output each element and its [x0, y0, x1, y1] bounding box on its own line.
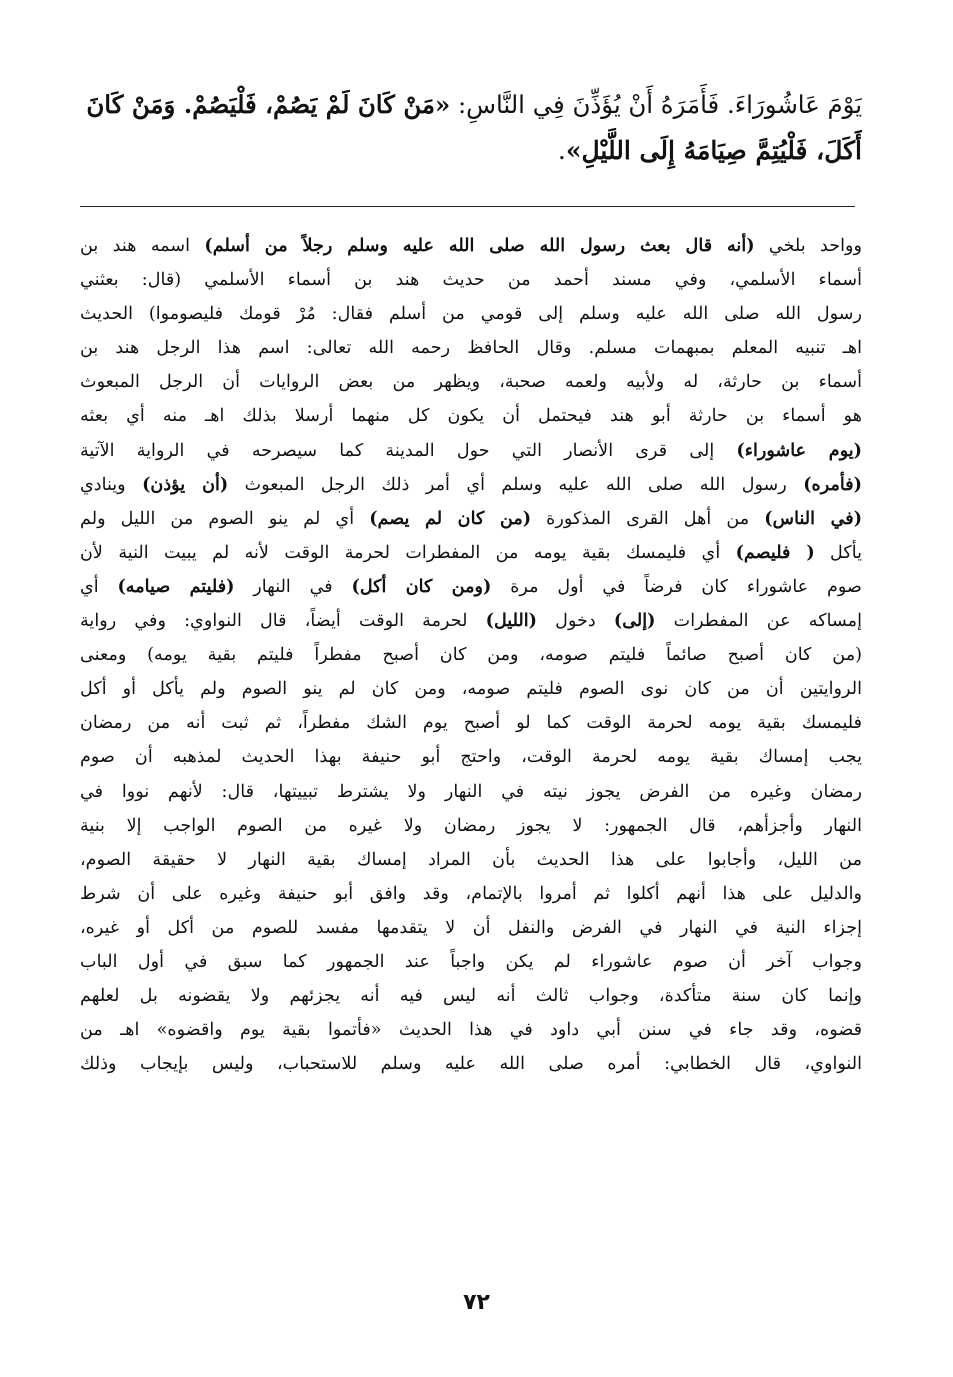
page-number: ٧٢: [463, 1290, 490, 1315]
commentary-segment: اسمه هند بن: [80, 236, 205, 256]
hadith-line-2: [80, 128, 862, 174]
commentary-segment: من أهل القرى المذكورة: [531, 508, 765, 529]
footnote-divider: [80, 206, 855, 207]
quoted-phrase: (في الناس): [764, 507, 862, 529]
commentary-line: [80, 604, 862, 638]
commentary-line: [80, 434, 862, 468]
commentary-segment: إلى قرى الأنصار التي حول المدينة كما سيصرحه في الرواية الآتية: [80, 440, 737, 461]
quoted-phrase: (يوم عاشوراء): [736, 439, 862, 461]
commentary-segment: اهـ تنبيه المعلم بمبهمات مسلم. وقال الحافظ رحمه الله تعالى: اسم هذا الرجل هند بن: [80, 338, 862, 359]
quoted-phrase: (من كان لم يصم): [369, 507, 532, 529]
commentary-segment: هو أسماء بن حارثة أبو هند فيحتمل أن يكون كل منهما أرسلا بذلك اهـ منه أي بعثه: [80, 406, 862, 427]
commentary-line: [80, 331, 862, 365]
commentary-segment: أسماء الأسلمي، وفي مسند أحمد من حديث هند بن أسماء الأسلمي (قال: بعثني: [80, 270, 862, 291]
commentary-segment: يجب إمساك بقية يومه لحرمة الوقت، واحتج أبو حنيفة بهذا الحديث لمذهبه أن صوم: [80, 747, 862, 768]
hadith-line-1: [80, 82, 862, 128]
commentary-line: [80, 979, 862, 1013]
commentary-line: [80, 1013, 862, 1047]
quoted-phrase: (أن يؤذن): [142, 473, 229, 495]
commentary-line: [80, 945, 862, 979]
commentary-segment: قضوه، وقد جاء في سنن أبي داود في هذا الحديث «فأتموا بقية يوم واقضوه» اهـ من: [80, 1020, 862, 1041]
quoted-phrase: (أنه قال بعث رسول الله صلى الله عليه وسلم رجلاً من أسلم): [204, 235, 755, 256]
quoted-phrase: (ومن كان أكل): [351, 575, 492, 597]
commentary-segment: أي لم ينو الصوم من الليل ولم: [80, 508, 370, 529]
commentary-text: [80, 229, 862, 1081]
commentary-line: [80, 570, 862, 604]
commentary-segment: النهار وأجزأهم، قال الجمهور: لا يجوز رمضان ولا غيره من الصوم الواجب إلا بنية: [80, 815, 862, 836]
hadith-text: [80, 82, 862, 174]
commentary-segment: وجواب آخر أن صوم عاشوراء لم يكن واجباً عند الجمهور كما سبق في أول الباب: [80, 951, 862, 972]
quoted-phrase: (فليتم صيامه): [117, 575, 235, 597]
commentary-line: [80, 365, 862, 399]
commentary-line: [80, 536, 862, 570]
commentary-segment: لحرمة الوقت أيضاً، قال النواوي: وفي رواية: [80, 611, 486, 632]
commentary-segment: إمساكه عن المفطرات: [655, 611, 862, 632]
hadith-quote-end: أَكَلَ، فَلْيُتِمَّ صِيَامَهُ إِلَى اللَّيْلِ»: [565, 136, 862, 165]
commentary-segment: رسول الله صلى الله عليه وسلم إلى قومي من أسلم فقال: مُرْ قومك فليصوموا) الحديث: [80, 304, 862, 325]
hadith-quote: «مَنْ كَانَ لَمْ يَصُمْ، فَلْيَصُمْ. وَمَنْ كَانَ: [86, 90, 451, 119]
hadith-narration: يَوْمَ عَاشُورَاءَ. فَأَمَرَهُ أَنْ يُؤَذِّنَ فِي النَّاسِ:: [450, 90, 862, 119]
commentary-segment: أي فليمسك بقية يومه من المفطرات لحرمة الوقت لأنه لم يبيت النية لأن: [80, 542, 736, 563]
commentary-segment: في النهار: [234, 576, 352, 597]
commentary-segment: يأكل: [814, 542, 862, 563]
commentary-segment: والدليل على هذا أنهم أكلوا ثم أمروا بالإتمام، وقد وافق أبو حنيفة وغيره على أن شرط: [80, 883, 862, 904]
commentary-segment: فليمسك بقية يومه لحرمة الوقت كما لو أصبح يوم الشك مفطراً، ثم ثبت أنه من رمضان: [80, 713, 862, 734]
quoted-phrase: ( فليصم): [735, 541, 815, 563]
commentary-segment: رمضان وغيره من الفرض يجوز نيته في النهار ولا يشترط تبييتها، قال: لأنهم نووا في: [80, 781, 862, 802]
commentary-line: [80, 468, 862, 502]
commentary-segment: وواحد بلخي: [754, 236, 862, 256]
commentary-segment: وينادي: [80, 474, 143, 495]
commentary-segment: صوم عاشوراء كان فرضاً في أول مرة: [491, 576, 862, 597]
commentary-line: [80, 911, 862, 945]
commentary-segment: وإنما كان سنة متأكدة، وجواب ثالث أنه ليس فيه أنه يجزئهم ولا يقضونه بل لعلهم: [80, 986, 862, 1007]
quoted-phrase: (إلى): [613, 610, 656, 632]
commentary-line: [80, 263, 862, 297]
commentary-segment: إجزاء النية في النهار في الفرض والنفل أن لا يتقدمها مفسد للصوم من أكل أو غيره،: [80, 917, 862, 938]
commentary-line: [80, 229, 862, 263]
commentary-line: [80, 297, 862, 331]
commentary-segment: النواوي، قال الخطابي: أمره صلى الله عليه وسلم للاستحباب، وليس بإيجاب وذلك: [80, 1054, 862, 1075]
commentary-line: [80, 502, 862, 536]
quoted-phrase: (الليل): [485, 610, 537, 632]
commentary-line: [80, 740, 862, 774]
commentary-line: [80, 809, 862, 843]
commentary-segment: من الليل، وأجابوا على هذا الحديث بأن المراد إمساك بقية النهار لا حقيقة الصوم،: [80, 849, 862, 870]
commentary-segment: أسماء بن حارثة، له ولأبيه ولعمه صحبة، ويظهر من بعض الروايات أن الرجل المبعوث: [80, 372, 862, 393]
commentary-line: [80, 706, 862, 740]
hadith-full-stop: .: [557, 136, 566, 165]
commentary-line: [80, 1047, 862, 1081]
commentary-line: [80, 843, 862, 877]
commentary-line: [80, 399, 862, 433]
commentary-line: [80, 775, 862, 809]
quoted-phrase: (فأمره): [803, 473, 862, 495]
commentary-line: [80, 672, 862, 706]
commentary-line: [80, 877, 862, 911]
commentary-segment: دخول: [537, 611, 614, 632]
commentary-line: [80, 638, 862, 672]
commentary-segment: (من كان أصبح صائماً فليتم صومه، ومن كان أصبح مفطراً فليتم بقية يومه) ومعنى: [80, 645, 862, 666]
commentary-segment: الروايتين أن من كان نوى الصوم فليتم صومه، ومن كان لم ينو الصوم ولم يأكل أو أكل: [80, 679, 862, 700]
commentary-segment: رسول الله صلى الله عليه وسلم أي أمر ذلك الرجل المبعوث: [228, 474, 804, 495]
commentary-segment: أي: [80, 576, 118, 597]
